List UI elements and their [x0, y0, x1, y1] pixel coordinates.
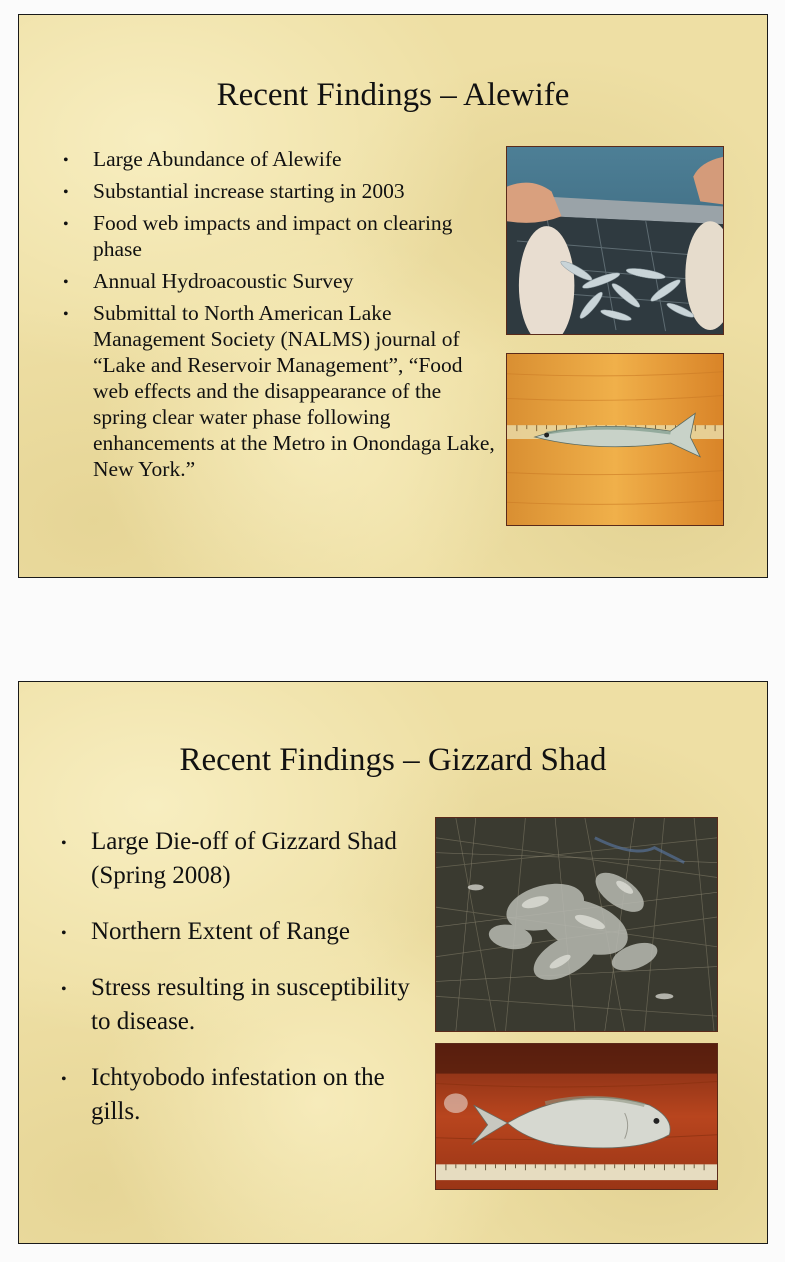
- photo-fish-die-off: [435, 817, 718, 1032]
- bullet-icon: •: [63, 152, 69, 169]
- slide-alewife: [18, 14, 768, 578]
- bullet-item: • Food web impacts and impact on clearing phase: [63, 211, 453, 261]
- bullet-item: • Substantial increase starting in 2003: [63, 178, 495, 204]
- photo-alewife-on-board: [506, 353, 724, 526]
- slide-title: Recent Findings – Alewife: [216, 77, 570, 113]
- photo-net-with-alewife: [506, 146, 724, 335]
- bullet-icon: •: [61, 981, 67, 998]
- slide-title: Recent Findings – Gizzard Shad: [179, 742, 607, 778]
- bullet-item: • Submittal to North American Lake Management Society (NALMS) journal of “Lake and Reservoir Management”, “Food web effects and the disappearance of the spring clear water phase following enhancements at the Metro in Onondaga Lake, New York.”: [63, 301, 495, 481]
- bullet-icon: •: [61, 925, 67, 942]
- bullet-icon: •: [61, 1071, 67, 1088]
- bullet-item: • Ichtyobodo infestation on the gills.: [61, 1064, 385, 1125]
- bullet-item: • Northern Extent of Range: [61, 915, 411, 949]
- bullet-item: • Large Abundance of Alewife: [63, 146, 495, 172]
- bullet-item: • Annual Hydroacoustic Survey: [63, 268, 495, 294]
- bullet-item: • Large Die-off of Gizzard Shad (Spring 2008): [61, 828, 397, 889]
- bullet-icon: •: [63, 274, 69, 291]
- bullet-list: [63, 146, 495, 488]
- bullet-icon: •: [63, 306, 69, 323]
- bullet-list: [61, 825, 411, 1151]
- bullet-icon: •: [63, 184, 69, 201]
- photo-gizzard-shad-on-board: [435, 1043, 718, 1190]
- slide-gizzard-shad: [18, 681, 768, 1244]
- bullet-icon: •: [61, 835, 67, 852]
- bullet-icon: •: [63, 216, 69, 233]
- bullet-item: • Stress resulting in susceptibility to disease.: [61, 974, 410, 1035]
